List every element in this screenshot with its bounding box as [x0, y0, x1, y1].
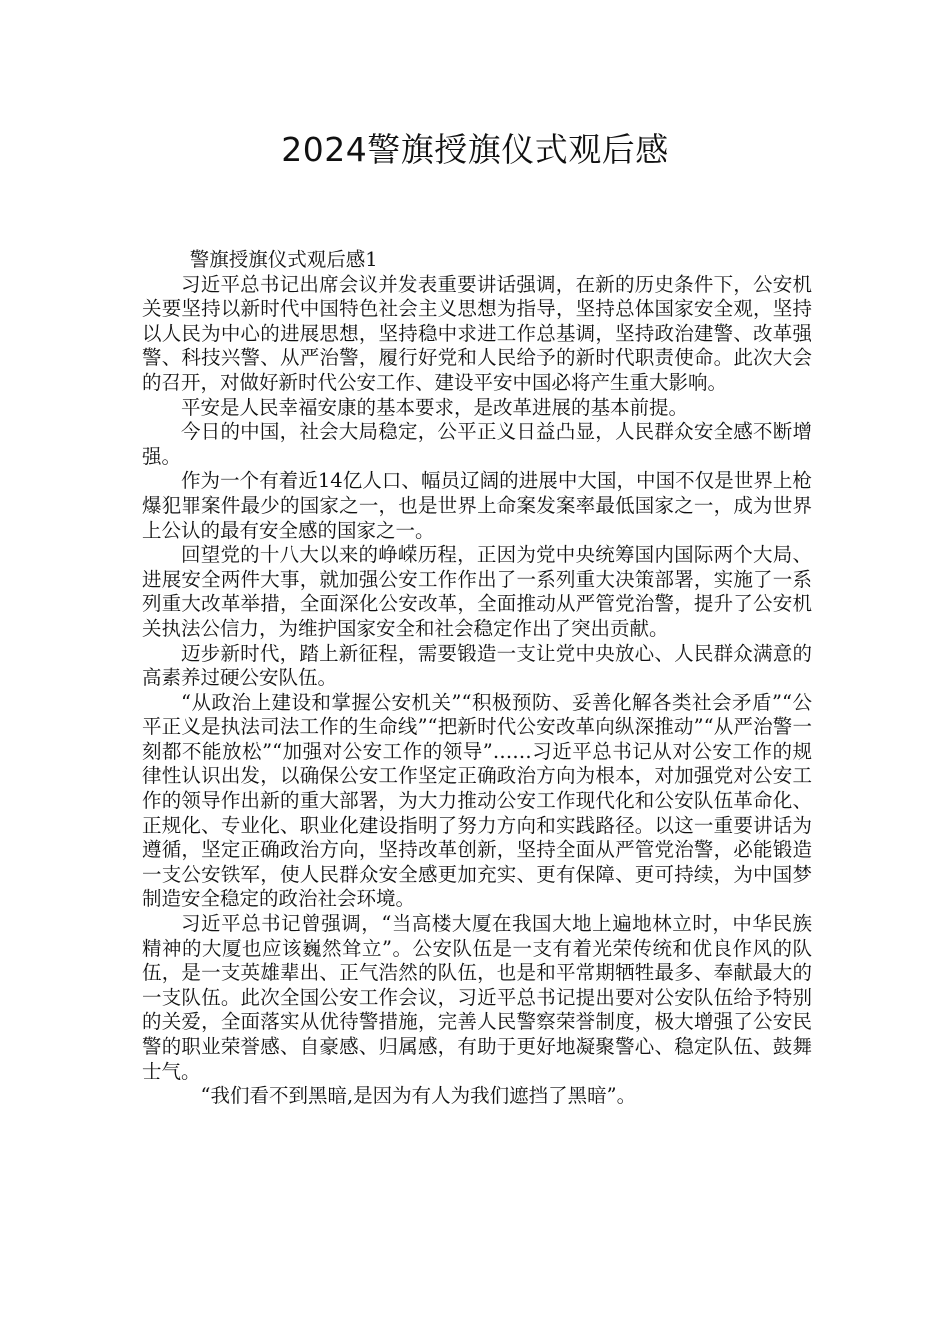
paragraph: 习近平总书记出席会议并发表重要讲话强调，在新的历史条件下，公安机关要坚持以新时代中国特色社会主义思想为指导，坚持总体国家安全观，坚持以人民为中心的进展思想，坚持稳中求进工作总基调，坚持政治建警、改革强警、科技兴警、从严治警，履行好党和人民给予的新时代职责使命。此次大会的召开，对做好新时代公安工作、建设平安中国必将产生重大影响。	[142, 272, 812, 394]
paragraph: 作为一个有着近14亿人口、幅员辽阔的进展中大国，中国不仅是世界上枪爆犯罪案件最少的国家之一，也是世界上命案发案率最低国家之一，成为世界上公认的最有安全感的国家之一。	[142, 469, 812, 542]
paragraph: 今日的中国，社会大局稳定，公平正义日益凸显，人民群众安全感不断增强。	[142, 420, 812, 468]
paragraph: “我们看不到黑暗,是因为有人为我们遮挡了黑暗”。	[200, 1084, 637, 1108]
paragraph: 平安是人民幸福安康的基本要求，是改革进展的基本前提。	[181, 395, 689, 419]
paragraph: 习近平总书记曾强调，“当高楼大厦在我国大地上遍地林立时，中华民族精神的大厦也应该巍然耸立”。公安队伍是一支有着光荣传统和优良作风的队伍，是一支英雄辈出、正气浩然的队伍，也是和平常期牺牲最多、奉献最大的一支队伍。此次全国公安工作会议，习近平总书记提出要对公安队伍给予特别的关爱，全面落实从优待警措施，完善人民警察荣誉制度，极大增强了公安民警的职业荣誉感、自豪感、归属感，有助于更好地凝聚警心、稳定队伍、鼓舞士气。	[142, 912, 812, 1083]
document-title: 2024警旗授旗仪式观后感	[281, 130, 669, 169]
section-heading: 警旗授旗仪式观后感1	[189, 248, 378, 271]
paragraph: “从政治上建设和掌握公安机关”“积极预防、妥善化解各类社会矛盾”“公平正义是执法司法工作的生命线”“把新时代公安改革向纵深推动”“从严治警一刻都不能放松”“加强对公安工作的领导”……习近平总书记从对公安工作的规律性认识出发，以确保公安工作坚定正确政治方向为根本，对加强党对公安工作的领导作出新的重大部署，为大力推动公安工作现代化和公安队伍革命化、正规化、专业化、职业化建设指明了努力方向和实践路径。以这一重要讲话为遵循，坚定正确政治方向，坚持改革创新，坚持全面从严管党治警，必能锻造一支公安铁军，使人民群众安全感更加充实、更有保障、更可持续，为中国梦制造安全稳定的政治社会环境。	[142, 690, 812, 911]
paragraph: 迈步新时代，踏上新征程，需要锻造一支让党中央放心、人民群众满意的高素养过硬公安队伍。	[142, 641, 812, 690]
paragraph: 回望党的十八大以来的峥嵘历程，正因为党中央统筹国内国际两个大局、进展安全两件大事，就加强公安工作作出了一系列重大决策部署，实施了一系列重大改革举措，全面深化公安改革，全面推动从严管党治警，提升了公安机关执法公信力，为维护国家安全和社会稳定作出了突出贡献。	[142, 543, 812, 640]
document-body	[142, 248, 812, 1109]
